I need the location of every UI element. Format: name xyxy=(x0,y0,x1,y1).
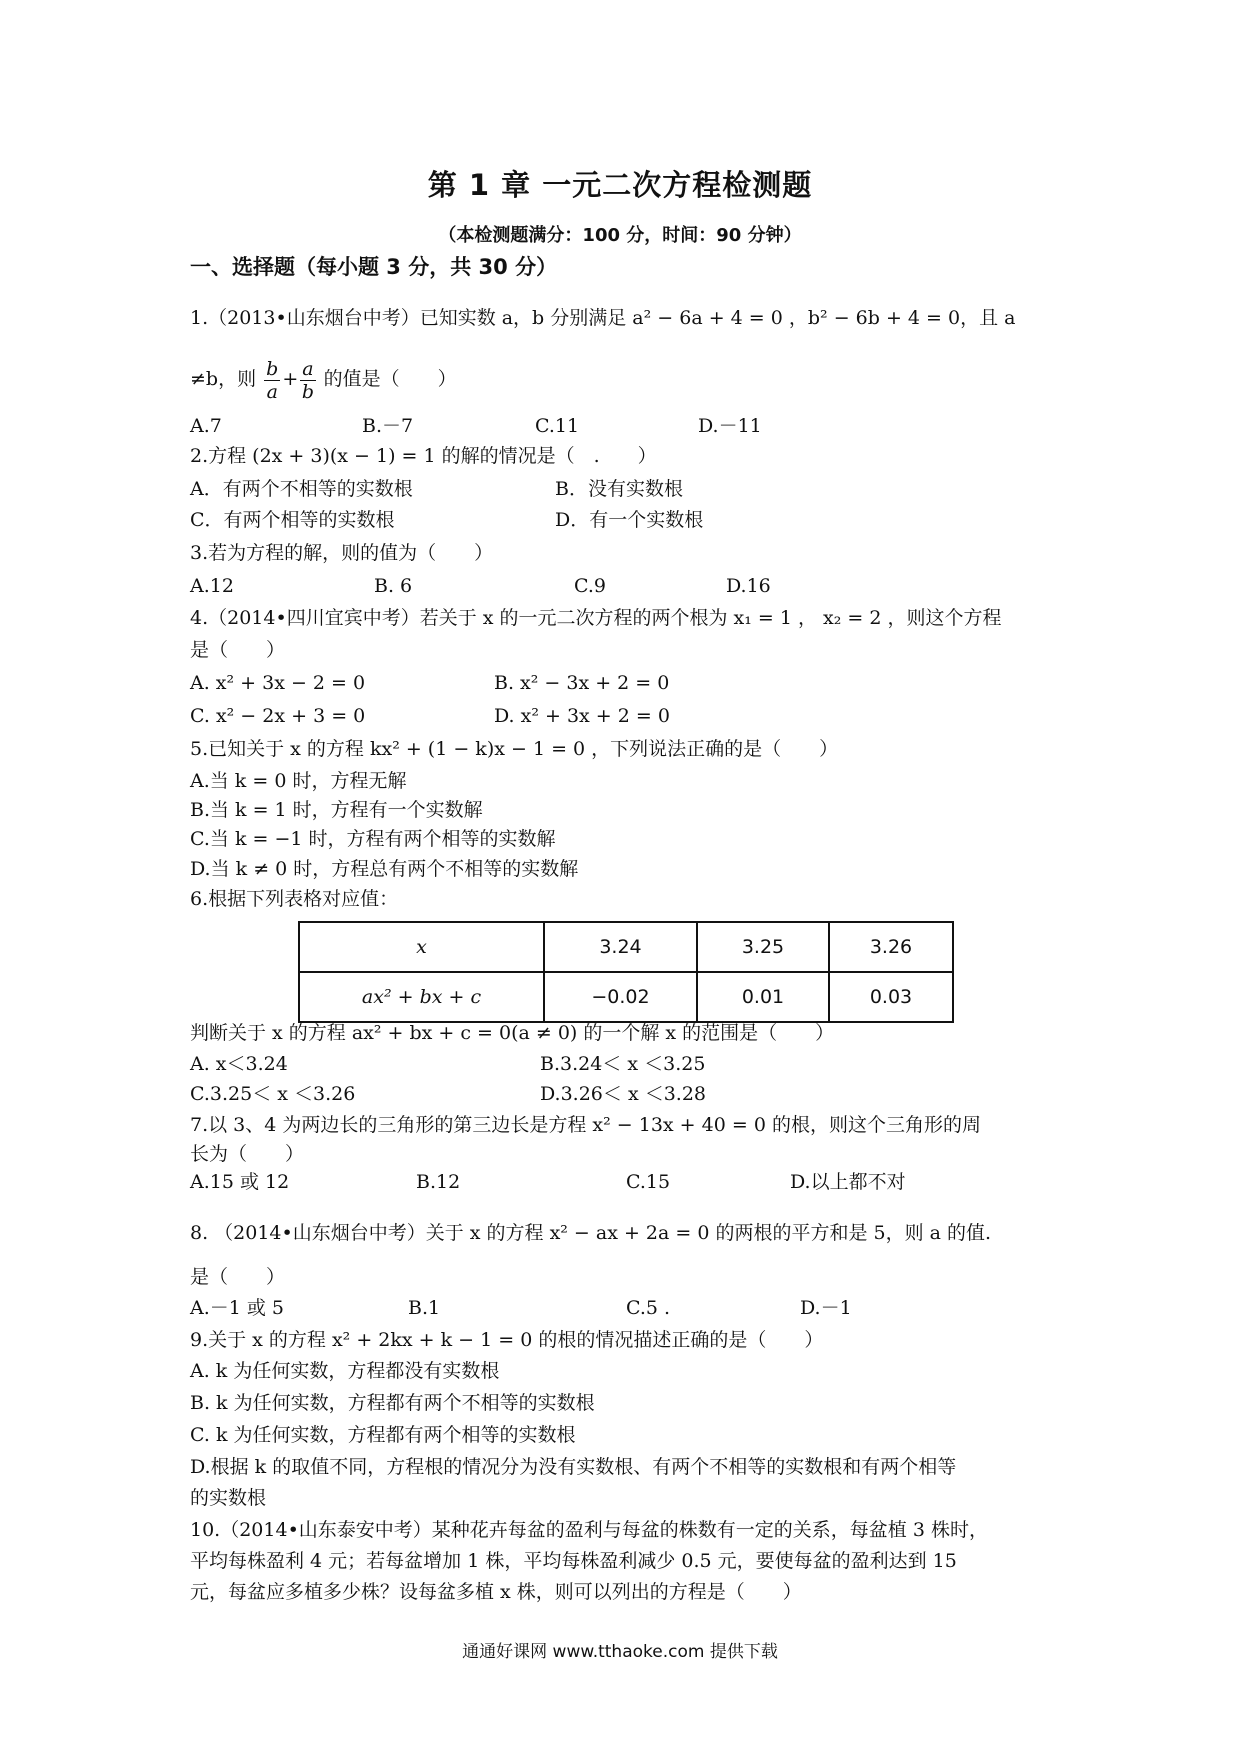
q9-option-c: C. k 为任何实数，方程都有两个相等的实数根 xyxy=(190,1424,576,1446)
q6-option-a: A. x＜3.24 xyxy=(190,1053,288,1075)
q1-option-b: B.－7 xyxy=(362,415,414,437)
q7-stem-line2: 长为（ ） xyxy=(190,1143,305,1165)
q4-stem-line2: 是（ ） xyxy=(190,639,286,661)
table-cell: −0.02 xyxy=(544,972,697,1022)
q8-option-c: C.5 . xyxy=(626,1297,671,1319)
table-cell: 3.26 xyxy=(829,922,953,972)
q5-option-c: C.当 k = −1 时，方程有两个相等的实数解 xyxy=(190,828,556,850)
q7-option-d: D.以上都不对 xyxy=(790,1171,906,1193)
q6-option-c: C.3.25＜ x ＜3.26 xyxy=(190,1083,356,1105)
q9-option-a: A. k 为任何实数，方程都没有实数根 xyxy=(190,1360,500,1382)
q5-option-b: B.当 k = 1 时，方程有一个实数解 xyxy=(190,799,483,821)
plus-sign: + xyxy=(282,368,299,390)
q10-stem-line1: 10.（2014•山东泰安中考）某种花卉每盆的盈利与每盆的株数有一定的关系，每盆植 3 株时， xyxy=(190,1519,988,1541)
q9-stem: 9.关于 x 的方程 x² + 2kx + k − 1 = 0 的根的情况描述正确的是（ ） xyxy=(190,1329,824,1351)
q9-option-d-line2: 的实数根 xyxy=(190,1487,267,1509)
q8-option-d: D.－1 xyxy=(800,1297,852,1319)
q2-stem: 2.方程 (2x + 3)(x − 1) = 1 的解的情况是（ . ） xyxy=(190,445,657,467)
q8-stem-line2: 是（ ） xyxy=(190,1266,286,1288)
footer-source: 通通好课网 www.tthaoke.com 提供下载 xyxy=(462,1642,778,1662)
q3-option-d: D.16 xyxy=(726,575,771,597)
table-cell: 3.24 xyxy=(544,922,697,972)
q6-question: 判断关于 x 的方程 ax² + bx + c = 0(a ≠ 0) 的一个解 x 的范围是（ ） xyxy=(190,1022,835,1044)
q8-option-a: A.－1 或 5 xyxy=(190,1297,285,1319)
q8-stem-line1: 8. （2014•山东烟台中考）关于 x 的方程 x² − ax + 2a = 0 的两根的平方和是 5，则 a 的值. xyxy=(190,1222,992,1244)
q1-option-c: C.11 xyxy=(535,415,580,437)
table-cell: x xyxy=(299,922,544,972)
q5-option-a: A.当 k = 0 时，方程无解 xyxy=(190,770,407,792)
q1-stem-suffix: 的值是（ ） xyxy=(323,368,457,390)
q7-option-a: A.15 或 12 xyxy=(190,1171,290,1193)
q8-option-b: B.1 xyxy=(408,1297,441,1319)
fraction-denominator: b xyxy=(301,380,314,403)
q1-option-a: A.7 xyxy=(190,415,222,437)
q3-option-a: A.12 xyxy=(190,575,234,597)
q5-stem: 5.已知关于 x 的方程 kx² + (1 − k)x − 1 = 0 ，下列说法正确的是（ ） xyxy=(190,738,839,760)
fraction-denominator: a xyxy=(266,380,278,403)
fraction-numerator: b xyxy=(266,357,279,380)
q4-option-d: D. x² + 3x + 2 = 0 xyxy=(494,705,670,727)
table-row xyxy=(299,972,953,1022)
q3-stem: 3.若为方程的解，则的值为（ ） xyxy=(190,542,494,564)
q4-option-b: B. x² − 3x + 2 = 0 xyxy=(494,672,670,694)
q4-stem-line1: 4.（2014•四川宜宾中考）若关于 x 的一元二次方程的两个根为 x₁ = 1 ， x₂ = 2 ，则这个方程 xyxy=(190,607,1002,629)
fraction-b-over-a xyxy=(264,358,280,403)
q7-stem-line1: 7.以 3、4 为两边长的三角形的第三边长是方程 x² − 13x + 40 = 0 的根，则这个三角形的周 xyxy=(190,1114,981,1136)
q4-option-a: A. x² + 3x − 2 = 0 xyxy=(190,672,366,694)
q2-option-b: B．没有实数根 xyxy=(555,478,683,500)
q3-option-b: B. 6 xyxy=(374,575,413,597)
table-cell: 3.25 xyxy=(697,922,829,972)
q7-option-c: C.15 xyxy=(626,1171,671,1193)
q1-stem-prefix: ≠b，则 xyxy=(190,368,257,390)
fraction-numerator: a xyxy=(302,357,314,380)
q1-stem-line1: 1.（2013•山东烟台中考）已知实数 a，b 分别满足 a² − 6a + 4 = 0 ，b² − 6b + 4 = 0，且 a xyxy=(190,307,1016,329)
exam-info: （本检测题满分：100 分，时间：90 分钟） xyxy=(438,225,802,246)
q7-option-b: B.12 xyxy=(416,1171,461,1193)
page-title: 第 1 章 一元二次方程检测题 xyxy=(427,168,813,202)
q6-option-d: D.3.26＜ x ＜3.28 xyxy=(540,1083,706,1105)
q2-option-d: D．有一个实数根 xyxy=(555,509,704,531)
section-heading: 一、选择题（每小题 3 分，共 30 分） xyxy=(190,255,558,279)
q10-stem-line2: 平均每株盈利 4 元；若每盆增加 1 株，平均每株盈利减少 0.5 元，要使每盆的盈利达到 15 xyxy=(190,1550,957,1572)
q4-option-c: C. x² − 2x + 3 = 0 xyxy=(190,705,366,727)
q1-option-d: D.－11 xyxy=(698,415,762,437)
q9-option-b: B. k 为任何实数，方程都有两个不相等的实数根 xyxy=(190,1392,595,1414)
q3-option-c: C.9 xyxy=(574,575,606,597)
table-row xyxy=(299,922,953,972)
q9-option-d-line1: D.根据 k 的取值不同，方程根的情况分为没有实数根、有两个不相等的实数根和有两个相等 xyxy=(190,1456,957,1478)
fraction-a-over-b xyxy=(300,358,315,403)
value-table xyxy=(298,921,954,1023)
q5-option-d: D.当 k ≠ 0 时，方程总有两个不相等的实数解 xyxy=(190,858,579,880)
table-cell: 0.01 xyxy=(697,972,829,1022)
q10-stem-line3: 元，每盆应多植多少株？设每盆多植 x 株，则可以列出的方程是（ ） xyxy=(190,1581,802,1603)
table-cell: ax² + bx + c xyxy=(299,972,544,1022)
q2-option-a: A．有两个不相等的实数根 xyxy=(190,478,413,500)
q6-stem: 6.根据下列表格对应值： xyxy=(190,888,399,910)
q1-stem-line2 xyxy=(190,355,457,403)
q6-option-b: B.3.24＜ x ＜3.25 xyxy=(540,1053,706,1075)
q2-option-c: C．有两个相等的实数根 xyxy=(190,509,395,531)
table-cell: 0.03 xyxy=(829,972,953,1022)
